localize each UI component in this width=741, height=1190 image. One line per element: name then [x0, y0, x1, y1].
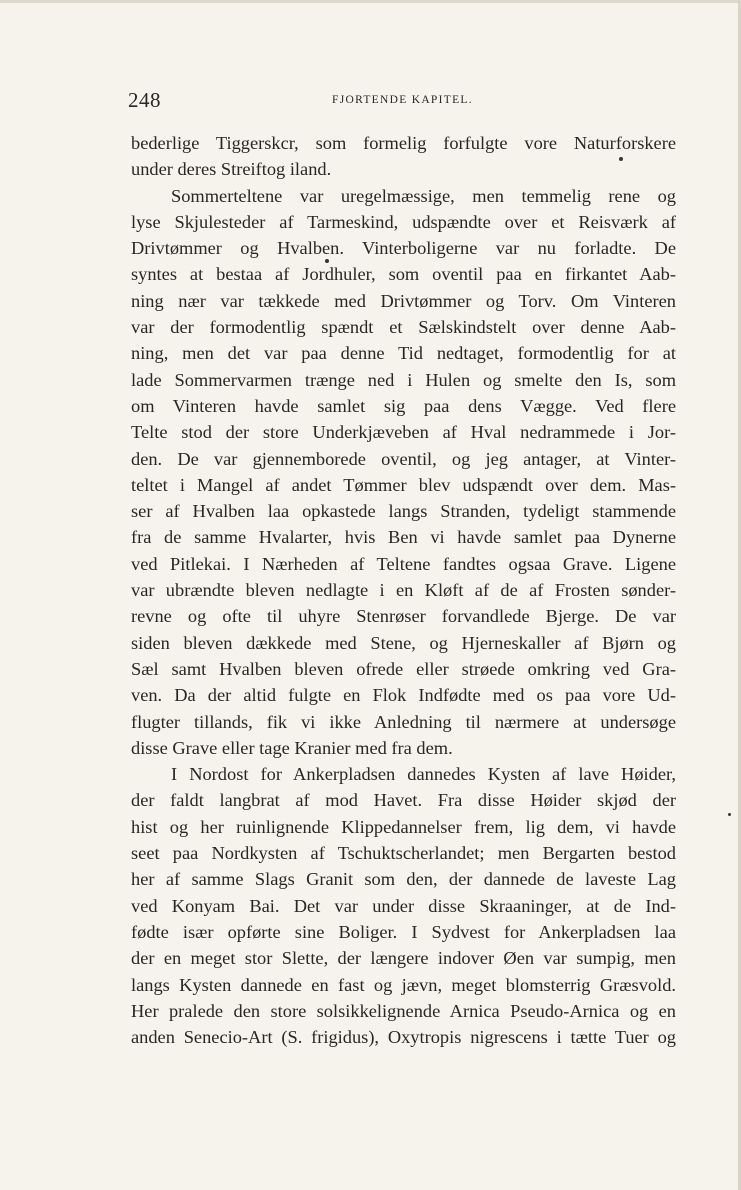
text-line: anden Senecio-Art (S. frigidus), Oxytropis nigrescens i tætte Tuer og: [131, 1027, 676, 1048]
text-line: den. De var gjennemborede oventil, og jeg antager, at Vinter-: [131, 448, 676, 469]
text-line: Her pralede den store solsikkelignende Arnica Pseudo-Arnica og en: [131, 1000, 676, 1021]
text-line: siden bleven dækkede med Stene, og Hjerneskaller af Bjørn og: [131, 632, 676, 653]
page-edge-top: [0, 0, 741, 3]
text-line: syntes at bestaa af Jordhuler, som oventil paa en firkantet Aab-: [131, 264, 676, 285]
text-line: lyse Skjulesteder af Tarmeskind, udspændte over et Reisværk af: [131, 211, 676, 232]
text-line: bederlige Tiggerskcr, som formelig forfulgte vore Naturforskere: [131, 133, 676, 153]
text-line: der en meget stor Slette, der længere indover Øen var sumpig, men: [131, 948, 676, 969]
text-line: ser af Hvalben laa opkastede langs Stranden, tydeligt stammende: [131, 501, 676, 522]
text-line: ved Pitlekai. I Nærheden af Teltene fandtes ogsaa Grave. Ligene: [131, 553, 676, 574]
text-line: hist og her ruinlignende Klippedannelser frem, lig dem, vi havde: [131, 816, 676, 837]
text-line: om Vinteren havde samlet sig paa dens Vægge. Ved flere: [131, 395, 676, 416]
page-header: [128, 88, 676, 116]
text-line: her af samme Slags Granit som den, der dannede de laveste Lag: [131, 869, 676, 890]
text-line: Telte stod der store Underkjæveben af Hval nedrammede i Jor-: [131, 422, 676, 443]
ink-speck: [619, 157, 623, 161]
text-line: Sommerteltene var uregelmæssige, men temmelig rene og: [171, 185, 676, 206]
text-line: lade Sommervarmen trænge ned i Hulen og smelte den Is, som: [131, 369, 676, 390]
text-line: ning nær var tækkede med Drivtømmer og Torv. Om Vinteren: [131, 290, 676, 311]
text-line: langs Kysten dannede en fast og jævn, meget blomsterrig Græsvold.: [131, 974, 676, 995]
text-line: fra de samme Hvalarter, hvis Ben vi havde samlet paa Dynerne: [131, 527, 676, 548]
text-line: var ubrændte bleven nedlagte i en Kløft af de af Frosten sønder-: [131, 580, 676, 601]
page-number: 248: [128, 88, 161, 112]
text-line: ning, men det var paa denne Tid nedtaget, formodentlig for at: [131, 343, 676, 364]
text-line: ved Konyam Bai. Det var under disse Skraaninger, at de Ind-: [131, 895, 676, 916]
text-line: under deres Streiftog iland.: [131, 159, 332, 180]
text-line: der faldt langbrat af mod Havet. Fra disse Høider skjød der: [131, 790, 676, 811]
text-line: var der formodentlig spændt et Sælskindstelt over denne Aab-: [131, 317, 676, 338]
text-line: Sæl samt Hvalben bleven ofrede eller strøede omkring ved Gra-: [131, 658, 676, 679]
text-line: I Nordost for Ankerpladsen dannedes Kysten af lave Høider,: [171, 764, 676, 785]
ink-speck: [325, 259, 329, 263]
text-line: seet paa Nordkysten af Tschuktscherlandet; men Bergarten bestod: [131, 843, 676, 864]
text-line: revne og ofte til uhyre Stenrøser forvandlede Bjerge. De var: [131, 606, 676, 627]
text-line: disse Grave eller tage Kranier med fra dem.: [131, 737, 453, 758]
text-line: fødte især opførte sine Boliger. I Sydvest for Ankerpladsen laa: [131, 921, 676, 942]
ink-speck: [728, 813, 731, 816]
running-head: FJORTENDE KAPITEL.: [332, 94, 473, 106]
text-line: teltet i Mangel af andet Tømmer blev udspændt over dem. Mas-: [131, 474, 676, 495]
text-line: Drivtømmer og Hvalben. Vinterboligerne var nu forladte. De: [131, 238, 676, 259]
body-text: [131, 130, 676, 1050]
text-line: ven. Da der altid fulgte en Flok Indfødte med os paa vore Ud-: [131, 685, 676, 706]
text-line: flugter tillands, fik vi ikke Anledning til nærmere at undersøge: [131, 711, 676, 732]
